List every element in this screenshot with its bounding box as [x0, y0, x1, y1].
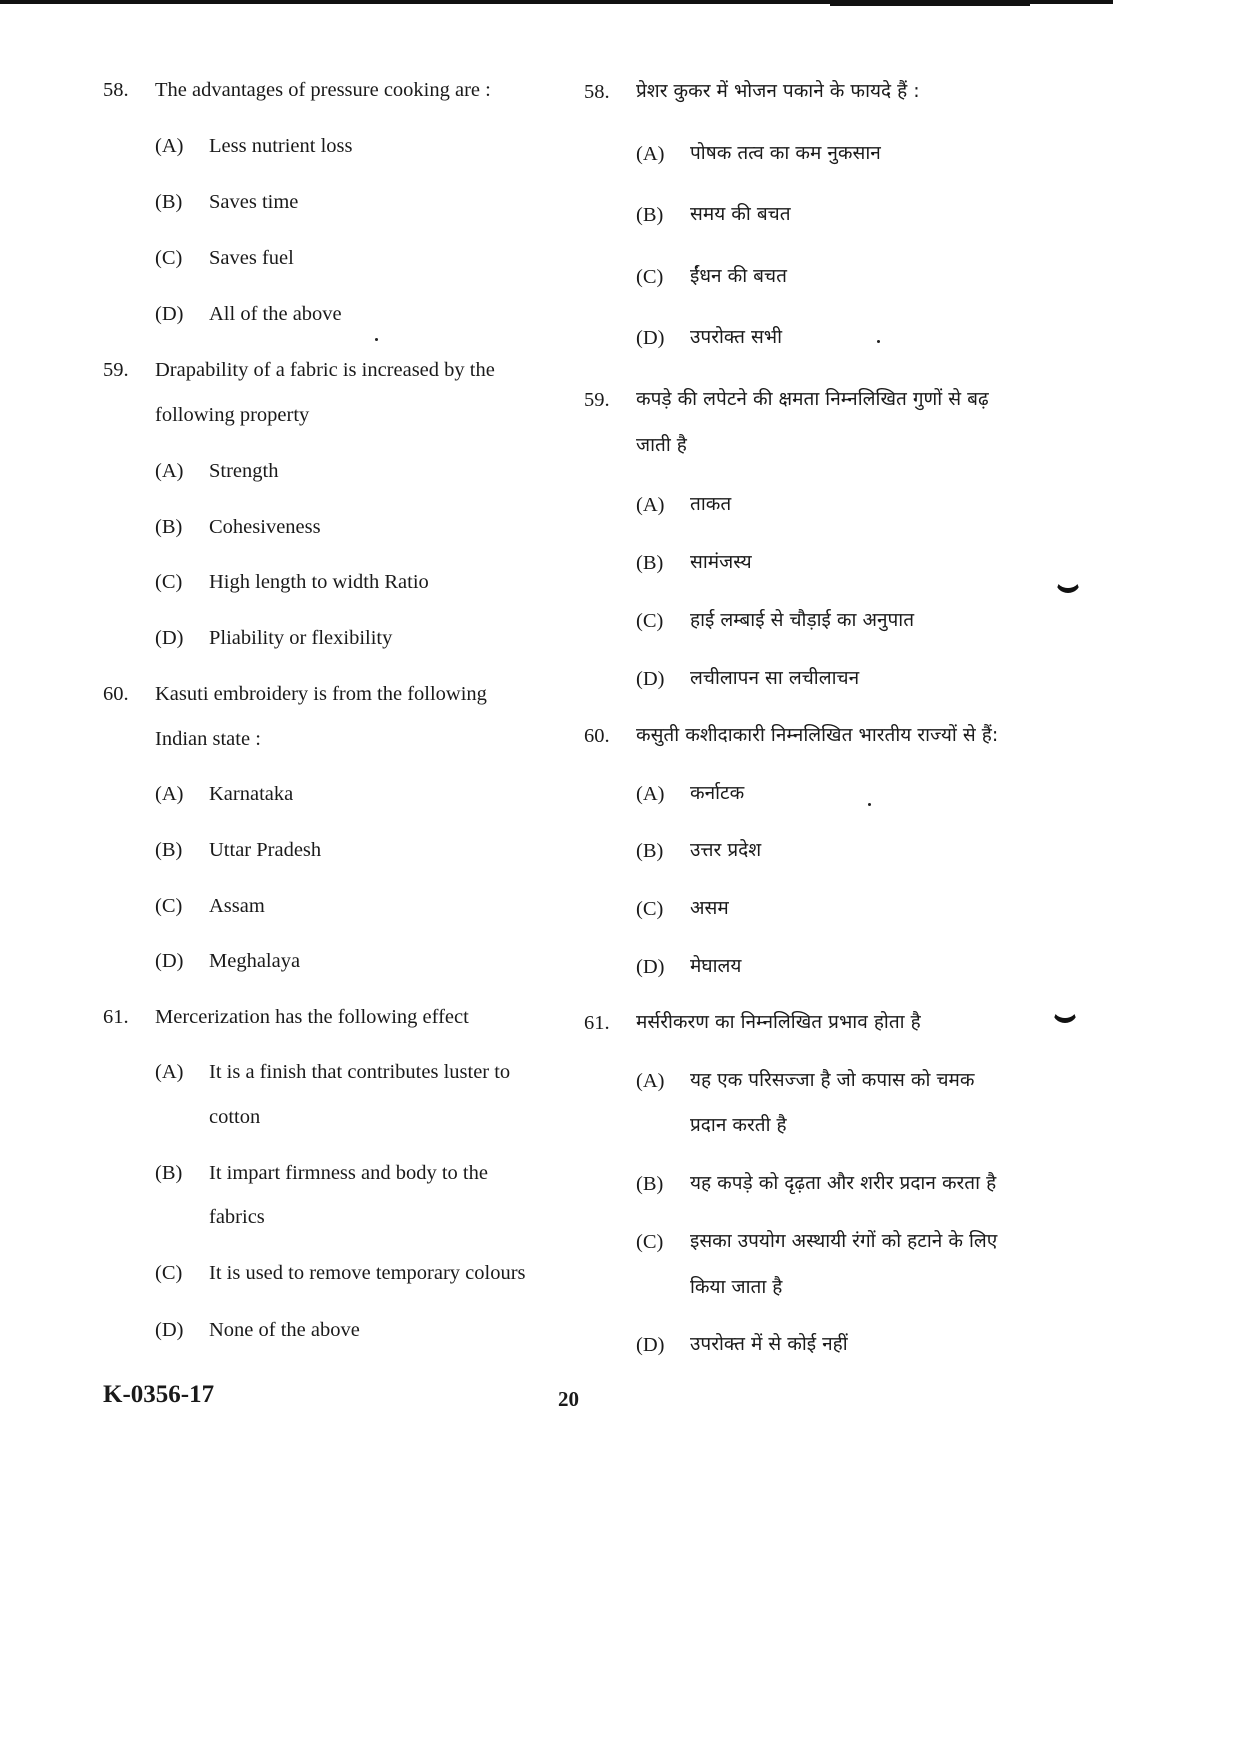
- option-text: Assam: [209, 895, 265, 917]
- option-text: उपरोक्त में से कोई नहीं: [690, 1333, 848, 1355]
- option-text: ताकत: [690, 493, 732, 515]
- print-speck: [375, 338, 378, 341]
- option-text: Karnataka: [209, 783, 294, 805]
- question-text: प्रेशर कुकर में भोजन पकाने के फायदे हैं :: [636, 80, 920, 102]
- option-letter: (A): [155, 783, 184, 805]
- option-text: fabrics: [209, 1206, 265, 1228]
- option-text: कर्नाटक: [690, 782, 745, 804]
- option-text: इसका उपयोग अस्थायी रंगों को हटाने के लिए: [690, 1230, 998, 1252]
- option-letter: (D): [636, 327, 665, 349]
- option-text: लचीलापन सा लचीलाचन: [690, 667, 860, 689]
- option-letter: (C): [636, 898, 664, 920]
- question-text: Indian state :: [155, 728, 261, 750]
- option-letter: (D): [155, 303, 184, 325]
- question-number: 61.: [584, 1012, 610, 1034]
- answer-tick-mark: [1055, 578, 1081, 593]
- question-text: कपड़े की लपेटने की क्षमता निम्नलिखित गुणों से बढ़: [636, 388, 989, 410]
- option-text: Meghalaya: [209, 950, 301, 972]
- option-letter: (C): [155, 571, 183, 593]
- option-text: मेघालय: [690, 955, 742, 977]
- option-letter: (D): [636, 668, 665, 690]
- question-text: मर्सरीकरण का निम्नलिखित प्रभाव होता है: [636, 1011, 921, 1033]
- option-letter: (B): [636, 204, 664, 226]
- question-text: Mercerization has the following effect: [155, 1006, 469, 1028]
- option-letter: (B): [155, 839, 183, 861]
- top-rule: [0, 0, 1113, 4]
- option-letter: (C): [155, 1262, 183, 1284]
- option-text: Saves fuel: [209, 247, 294, 269]
- option-text: प्रदान करती है: [690, 1114, 787, 1136]
- option-text: All of the above: [209, 303, 342, 325]
- option-text: It is used to remove temporary colours: [209, 1262, 526, 1284]
- option-letter: (A): [636, 494, 665, 516]
- option-text: सामंजस्य: [690, 551, 752, 573]
- option-letter: (D): [636, 956, 665, 978]
- question-number: 60.: [103, 683, 129, 705]
- question-text: following property: [155, 404, 310, 426]
- question-number: 58.: [584, 81, 610, 103]
- option-text: Cohesiveness: [209, 516, 321, 538]
- paper-code: K-0356-17: [103, 1381, 215, 1408]
- option-letter: (B): [636, 1173, 664, 1195]
- question-text: Drapability of a fabric is increased by the: [155, 359, 495, 381]
- print-speck: [877, 340, 880, 343]
- answer-tick-mark: [1052, 1008, 1078, 1023]
- question-text: कसुती कशीदाकारी निम्नलिखित भारतीय राज्यों से हैं:: [636, 724, 999, 746]
- option-text: असम: [690, 897, 729, 919]
- option-text: Strength: [209, 460, 279, 482]
- question-number: 60.: [584, 725, 610, 747]
- option-letter: (C): [636, 266, 664, 288]
- question-text: Kasuti embroidery is from the following: [155, 683, 487, 705]
- option-letter: (A): [155, 1061, 184, 1083]
- option-letter: (B): [636, 552, 664, 574]
- option-letter: (A): [636, 783, 665, 805]
- option-text: समय की बचत: [690, 203, 791, 225]
- print-speck: [868, 803, 871, 806]
- option-letter: (B): [155, 516, 183, 538]
- option-letter: (C): [155, 895, 183, 917]
- option-text: यह एक परिसज्जा है जो कपास को चमक: [690, 1069, 975, 1091]
- option-text: cotton: [209, 1106, 261, 1128]
- page-number: 20: [558, 1387, 579, 1411]
- option-letter: (C): [155, 247, 183, 269]
- option-text: उपरोक्त सभी: [690, 326, 783, 348]
- option-letter: (D): [636, 1334, 665, 1356]
- question-text: जाती है: [636, 434, 687, 456]
- option-letter: (A): [155, 460, 184, 482]
- question-text: The advantages of pressure cooking are :: [155, 79, 491, 101]
- question-number: 58.: [103, 79, 129, 101]
- option-text: Pliability or flexibility: [209, 627, 393, 649]
- option-text: उत्तर प्रदेश: [690, 839, 762, 861]
- option-text: None of the above: [209, 1319, 360, 1341]
- option-text: It is a finish that contributes luster to: [209, 1061, 511, 1083]
- option-letter: (B): [155, 191, 183, 213]
- option-text: Saves time: [209, 191, 299, 213]
- option-letter: (D): [155, 627, 184, 649]
- option-letter: (A): [636, 143, 665, 165]
- option-letter: (C): [636, 610, 664, 632]
- option-text: It impart firmness and body to the: [209, 1162, 488, 1184]
- option-text: किया जाता है: [690, 1276, 783, 1298]
- question-number: 61.: [103, 1006, 129, 1028]
- option-text: High length to width Ratio: [209, 571, 429, 593]
- option-text: Uttar Pradesh: [209, 839, 322, 861]
- option-letter: (A): [636, 1070, 665, 1092]
- option-letter: (C): [636, 1231, 664, 1253]
- option-text: Less nutrient loss: [209, 135, 353, 157]
- option-text: हाई लम्बाई से चौड़ाई का अनुपात: [690, 609, 915, 631]
- option-letter: (D): [155, 950, 184, 972]
- option-letter: (B): [155, 1162, 183, 1184]
- option-letter: (A): [155, 135, 184, 157]
- option-text: यह कपड़े को दृढ़ता और शरीर प्रदान करता है: [690, 1172, 997, 1194]
- option-text: ईंधन की बचत: [690, 265, 787, 287]
- question-number: 59.: [103, 359, 129, 381]
- option-letter: (D): [155, 1319, 184, 1341]
- option-letter: (B): [636, 840, 664, 862]
- option-text: पोषक तत्व का कम नुकसान: [690, 142, 881, 164]
- question-number: 59.: [584, 389, 610, 411]
